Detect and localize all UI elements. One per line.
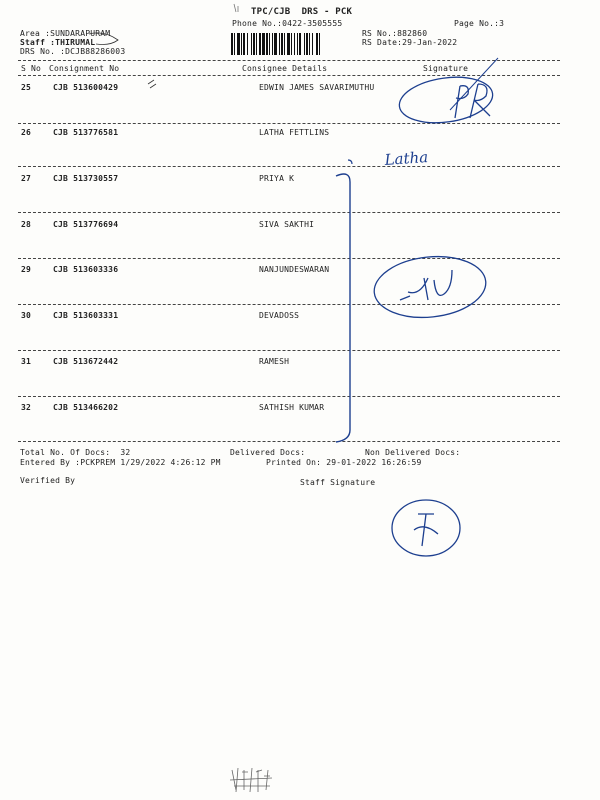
barcode-bar (319, 33, 320, 55)
divider (18, 75, 560, 76)
barcode-bar (316, 33, 318, 55)
barcode-bar (237, 33, 240, 55)
barcode-bar (251, 33, 252, 55)
row-divider (18, 212, 560, 213)
column-header-signature: Signature (423, 64, 469, 73)
row-sno: 28 (21, 220, 32, 229)
staff-signature (392, 500, 460, 556)
row-consignment: CJB 513600429 (53, 83, 119, 92)
barcode-bar (309, 33, 310, 55)
entered-by: Entered By :PCKPREM 1/29/2022 4:26:12 PM (20, 458, 221, 467)
barcode-bar (281, 33, 283, 55)
row-consignee: RAMESH (259, 357, 290, 366)
column-header-consignee: Consignee Details (242, 64, 328, 73)
phone-number: Phone No.:0422-3505555 (232, 19, 343, 28)
barcode (230, 33, 352, 55)
row-divider (18, 396, 560, 397)
row-consignment: CJB 513730557 (53, 174, 119, 183)
row-consignee: SIVA SAKTHI (259, 220, 315, 229)
barcode-bar (287, 33, 290, 55)
row-sno: 30 (21, 311, 32, 320)
barcode-bar (291, 33, 292, 55)
delivered-docs: Delivered Docs: (230, 448, 306, 457)
row-consignment: CJB 513603331 (53, 311, 119, 320)
total-docs: Total No. Of Docs: 32 (20, 448, 131, 457)
small-mark (148, 80, 156, 88)
barcode-bar (269, 33, 270, 55)
row-consignee: DEVADOSS (259, 311, 300, 320)
row-sno: 26 (21, 128, 32, 137)
barcode-bar (312, 33, 313, 55)
bottom-stamp-scribble (230, 768, 272, 792)
signature-row-29 (371, 251, 489, 322)
row-consignee: NANJUNDESWARAN (259, 265, 330, 274)
row-consignee: SATHISH KUMAR (259, 403, 325, 412)
divider (18, 60, 560, 61)
row-consignment: CJB 513672442 (53, 357, 119, 366)
barcode-bar (306, 33, 308, 55)
page-number: Page No.:3 (454, 19, 505, 28)
row-consignment: CJB 513466202 (53, 403, 119, 412)
barcode-bar (259, 33, 261, 55)
row-divider (18, 304, 560, 305)
barcode-bar (253, 33, 255, 55)
row-sno: 25 (21, 83, 32, 92)
barcode-bar (247, 33, 248, 55)
barcode-bar (231, 33, 233, 55)
rs-number: RS No.:882860 (362, 29, 428, 38)
barcode-bar (262, 33, 265, 55)
row-consignment: CJB 513603336 (53, 265, 119, 274)
barcode-bar (294, 33, 295, 55)
bracket-line (336, 174, 350, 442)
drs-number: DRS No. :DCJB88286003 (20, 47, 126, 56)
verified-by: Verified By (20, 476, 76, 485)
row-sno: 29 (21, 265, 32, 274)
row-divider (18, 441, 560, 442)
barcode-bar (266, 33, 268, 55)
barcode-bar (284, 33, 285, 55)
document-title: TPC/CJB DRS - PCK (251, 7, 353, 17)
row-divider (18, 350, 560, 351)
small-mark (234, 4, 238, 12)
barcode-bar (279, 33, 280, 55)
barcode-bar (256, 33, 257, 55)
row-divider (18, 258, 560, 259)
non-delivered-docs: Non Delivered Docs: (365, 448, 461, 457)
staff-signature-label: Staff Signature (300, 478, 376, 487)
area-field: Area :SUNDARAPURAM (20, 29, 111, 38)
row-consignee: EDWIN JAMES SAVARIMUTHU (259, 83, 375, 92)
row-consignment: CJB 513776581 (53, 128, 119, 137)
signature-row-26-text: Latha (384, 147, 429, 169)
row-sno: 27 (21, 174, 32, 183)
rs-date: RS Date:29-Jan-2022 (362, 38, 458, 47)
barcode-bar (234, 33, 235, 55)
row-sno: 31 (21, 357, 32, 366)
row-consignee: LATHA FETTLINS (259, 128, 330, 137)
row-sno: 32 (21, 403, 32, 412)
barcode-bar (272, 33, 273, 55)
row-divider (18, 166, 560, 167)
printed-on: Printed On: 29-01-2022 16:26:59 (266, 458, 422, 467)
column-header-consignment: Consignment No (49, 64, 120, 73)
barcode-bar (299, 33, 301, 55)
barcode-bar (241, 33, 242, 55)
staff-field: Staff :THIRUMAL (20, 38, 96, 47)
barcode-bar (304, 33, 305, 55)
column-header-sno: S No (21, 64, 42, 73)
row-divider (18, 123, 560, 124)
row-consignment: CJB 513776694 (53, 220, 119, 229)
barcode-bar (297, 33, 298, 55)
barcode-bar (274, 33, 277, 55)
barcode-bar (243, 33, 245, 55)
row-consignee: PRIYA K (259, 174, 295, 183)
